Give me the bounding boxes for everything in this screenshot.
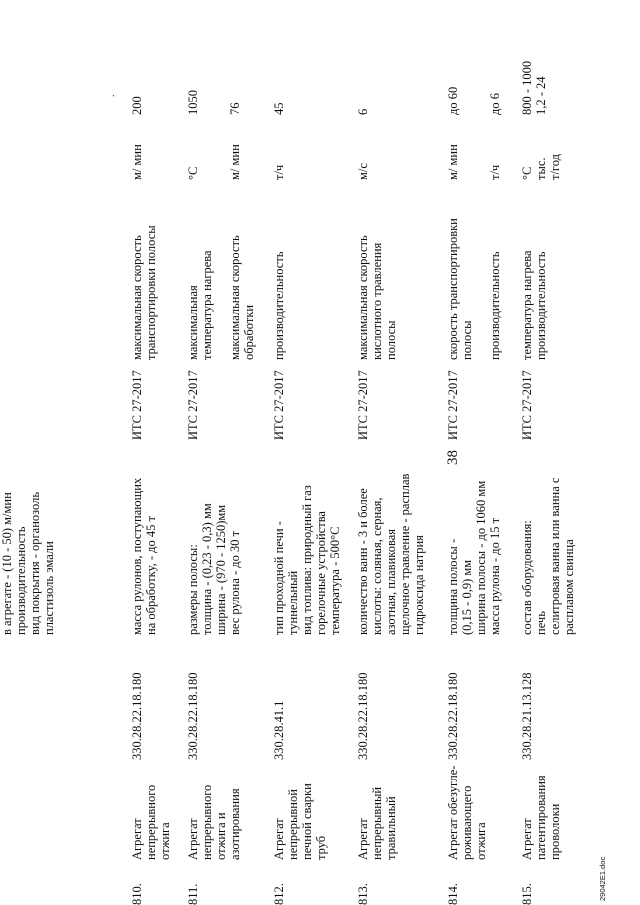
equipment-name: Агрегат непрерывного отжига и азотирования [186, 784, 242, 860]
okpd-code: 330.28.41.1 [272, 700, 286, 760]
equipment-name: Агрегат обезугле- роживающего отжига [446, 765, 488, 860]
equipment-description: состав оборудования: печь селитровая ванна или ванна с расплавом свинца [520, 477, 576, 635]
equipment-description: масса рулонов, поступающих на обработку, - до 45 т [130, 477, 158, 635]
parameter-unit: м/ мин [130, 144, 144, 180]
parameter-value: 1050 [186, 90, 200, 115]
equipment-description: количество ванн - 3 и более кислоты: соляная, серная, азотная, плавиковая щелочное травление - расплав гидроксида натрия [356, 473, 426, 635]
its-reference: ИТС 27-2017 [356, 370, 370, 440]
parameter-unit: т/ч [488, 164, 502, 180]
parameter-name: производительность [488, 251, 502, 360]
row-number: 815. [520, 883, 534, 905]
parameter-unit: °С [186, 166, 200, 180]
continuation-text: в агрегате - (10 - 50) м/мин производительность вид покрытия - органозоль пластизоль эмали [0, 491, 56, 635]
equipment-description: тип проходной печи - туннельный вид топлива: природный газ горелочные устройства температура - 500°С [272, 485, 342, 635]
row-number: 810. [130, 883, 144, 905]
parameter-unit: м/ мин [446, 144, 460, 180]
parameter-value: 6 [356, 108, 370, 115]
row-number: 811. [186, 883, 200, 905]
parameter-unit: м/с [356, 163, 370, 180]
parameter-unit: °С тыс. т/год [520, 153, 562, 180]
parameter-unit: м/ мин [228, 144, 242, 180]
row-number: 812. [272, 883, 286, 905]
parameter-value: 200 [130, 96, 144, 115]
parameter-value: до 60 [446, 86, 460, 115]
parameter-value: 45 [272, 102, 286, 115]
its-reference: ИТС 27-2017 [272, 370, 286, 440]
parameter-name: производительность [272, 251, 286, 360]
okpd-code: 330.28.22.18.180 [130, 672, 144, 760]
its-reference: ИТС 27-2017 [130, 370, 144, 440]
parameter-name: максимальная скорость транспортировки полосы [130, 225, 158, 360]
footer-filename: 29042Е1.doc [598, 856, 607, 901]
corner-mark: . [106, 94, 117, 97]
row-number: 813. [356, 883, 370, 905]
parameter-value: 800 - 1000 1,2 - 24 [520, 60, 548, 115]
parameter-value: до 6 [488, 93, 502, 115]
parameter-name: температура нагрева производительность [520, 250, 548, 360]
parameter-name: максимальная скорость обработки [228, 235, 256, 360]
okpd-code: 330.28.22.18.180 [356, 672, 370, 760]
equipment-name: Агрегат патентирования проволоки [520, 775, 562, 860]
parameter-name: максимальная температура нагрева [186, 250, 214, 360]
okpd-code: 330.28.22.18.180 [186, 672, 200, 760]
row-number: 814. [446, 883, 460, 905]
its-reference: ИТС 27-2017 [520, 370, 534, 440]
parameter-name: максимальная скорость кислотного травления полосы [356, 235, 398, 360]
okpd-code: 330.28.21.13.128 [520, 672, 534, 760]
parameter-unit: т/ч [272, 164, 286, 180]
its-reference: ИТС 27-2017 [446, 370, 460, 440]
equipment-name: Агрегат непрерывного отжига [130, 784, 172, 860]
equipment-name: Агрегат непрерывной печной сварки труб [272, 783, 328, 860]
parameter-value: 76 [228, 102, 242, 115]
okpd-code: 330.28.22.18.180 [446, 672, 460, 760]
equipment-description: толщина полосы - (0,15 - 0,9) мм ширина полосы - до 1060 мм масса рулона - до 15 т [446, 480, 502, 635]
its-reference: ИТС 27-2017 [186, 370, 200, 440]
equipment-name: Агрегат непрерывный травильный [356, 786, 398, 860]
page-number: 38 [445, 450, 461, 465]
parameter-name: скорость транспортировки полосы [446, 218, 474, 360]
equipment-description: размеры полосы: толщина - (0,23 - 0,3) мм ширина - (970 - 1250)мм вес рулона - до 30 т [186, 503, 242, 635]
